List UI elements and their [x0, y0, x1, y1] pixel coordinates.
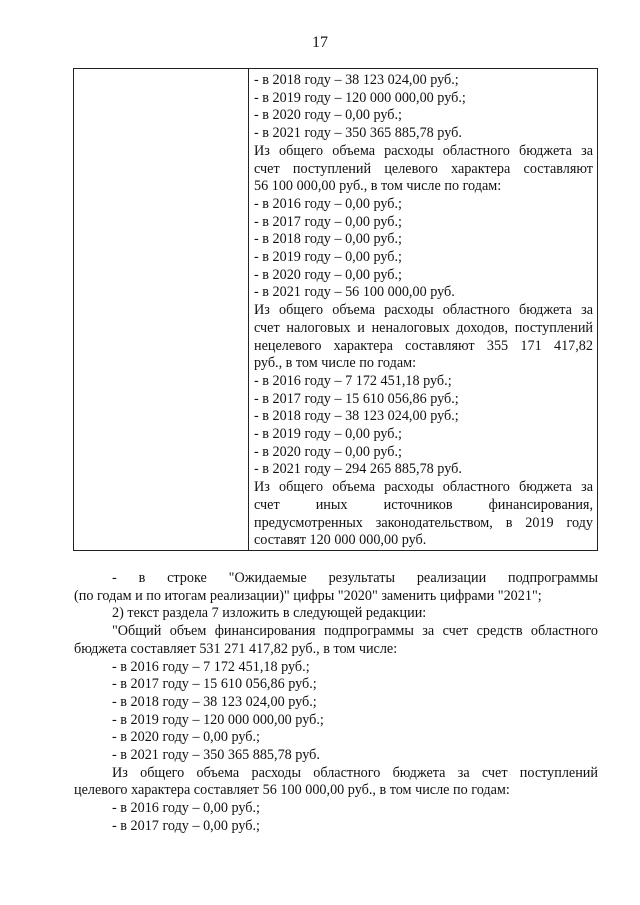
table-line: - в 2020 году – 0,00 руб.;: [254, 266, 402, 283]
table-line: - в 2020 году – 0,00 руб.;: [254, 443, 402, 460]
body-line: - в 2019 году – 120 000 000,00 руб.;: [112, 711, 324, 728]
table-line: - в 2018 году – 38 123 024,00 руб.;: [254, 72, 459, 88]
table-line: Из общего объема расходы областного бюджета за: [254, 142, 593, 159]
body-line: - в 2017 году – 15 610 056,86 руб.;: [112, 676, 317, 693]
table-line: счет поступлений целевого характера составляют: [254, 160, 593, 177]
table-line: - в 2017 году – 15 610 056,86 руб.;: [254, 390, 459, 407]
table-line: - в 2021 году – 294 265 885,78 руб.: [254, 461, 462, 478]
body-line: - в 2018 году – 38 123 024,00 руб.;: [112, 693, 317, 710]
body-line: "Общий объем финансирования подпрограммы за счет средств областного: [112, 623, 598, 640]
body-line: - в 2020 году – 0,00 руб.;: [112, 729, 260, 746]
table-line: предусмотренных законодательством, в 2019 году: [254, 514, 593, 531]
body-line: (по годам и по итогам реализации)" цифры "2020" заменить цифрами "2021";: [74, 587, 542, 604]
body-line: - в 2021 году – 350 365 885,78 руб.: [112, 747, 320, 764]
body-line: - в 2016 году – 7 172 451,18 руб.;: [112, 658, 310, 675]
table-line: - в 2016 году – 7 172 451,18 руб.;: [254, 372, 452, 389]
table-line: - в 2019 году – 120 000 000,00 руб.;: [254, 89, 466, 106]
table-line: - в 2016 году – 0,00 руб.;: [254, 195, 402, 212]
table-line: Из общего объема расходы областного бюджета за: [254, 302, 593, 319]
table-line: 56 100 000,00 руб., в том числе по годам:: [254, 178, 502, 195]
table-line: - в 2017 году – 0,00 руб.;: [254, 213, 402, 230]
page-number: 17: [312, 34, 328, 51]
body-line: - в 2016 году – 0,00 руб.;: [112, 800, 260, 817]
body-line: - в строке "Ожидаемые результаты реализации подпрограммы: [112, 570, 598, 586]
table-line: - в 2021 году – 56 100 000,00 руб.: [254, 284, 455, 301]
body-line: 2) текст раздела 7 изложить в следующей редакции:: [112, 605, 427, 622]
table-line: руб., в том числе по годам:: [254, 355, 417, 372]
table-line: - в 2018 году – 38 123 024,00 руб.;: [254, 408, 459, 425]
table-line: составят 120 000 000,00 руб.: [254, 532, 427, 549]
table-left-cell: [74, 69, 249, 550]
table-line: счет иных источников финансирования,: [254, 496, 593, 513]
table-line: - в 2020 году – 0,00 руб.;: [254, 107, 402, 124]
body-line: целевого характера составляет 56 100 000,00 руб., в том числе по годам:: [74, 782, 510, 799]
document-table: [73, 68, 598, 551]
table-line: счет налоговых и неналоговых доходов, поступлений: [254, 319, 593, 336]
table-line: - в 2019 году – 0,00 руб.;: [254, 426, 402, 443]
body-line: бюджета составляет 531 271 417,82 руб., в том числе:: [74, 640, 398, 657]
table-line: - в 2018 году – 0,00 руб.;: [254, 231, 402, 248]
table-line: - в 2021 году – 350 365 885,78 руб.: [254, 125, 462, 142]
body-line: Из общего объема расходы областного бюджета за счет поступлений: [112, 764, 598, 781]
table-line: Из общего объема расходы областного бюджета за: [254, 479, 593, 496]
table-line: нецелевого характера составляют 355 171 417,82: [254, 337, 593, 354]
body-text: [74, 570, 598, 836]
table-line: - в 2019 году – 0,00 руб.;: [254, 249, 402, 266]
table-right-cell: [249, 69, 597, 550]
body-line: - в 2017 году – 0,00 руб.;: [112, 817, 260, 834]
